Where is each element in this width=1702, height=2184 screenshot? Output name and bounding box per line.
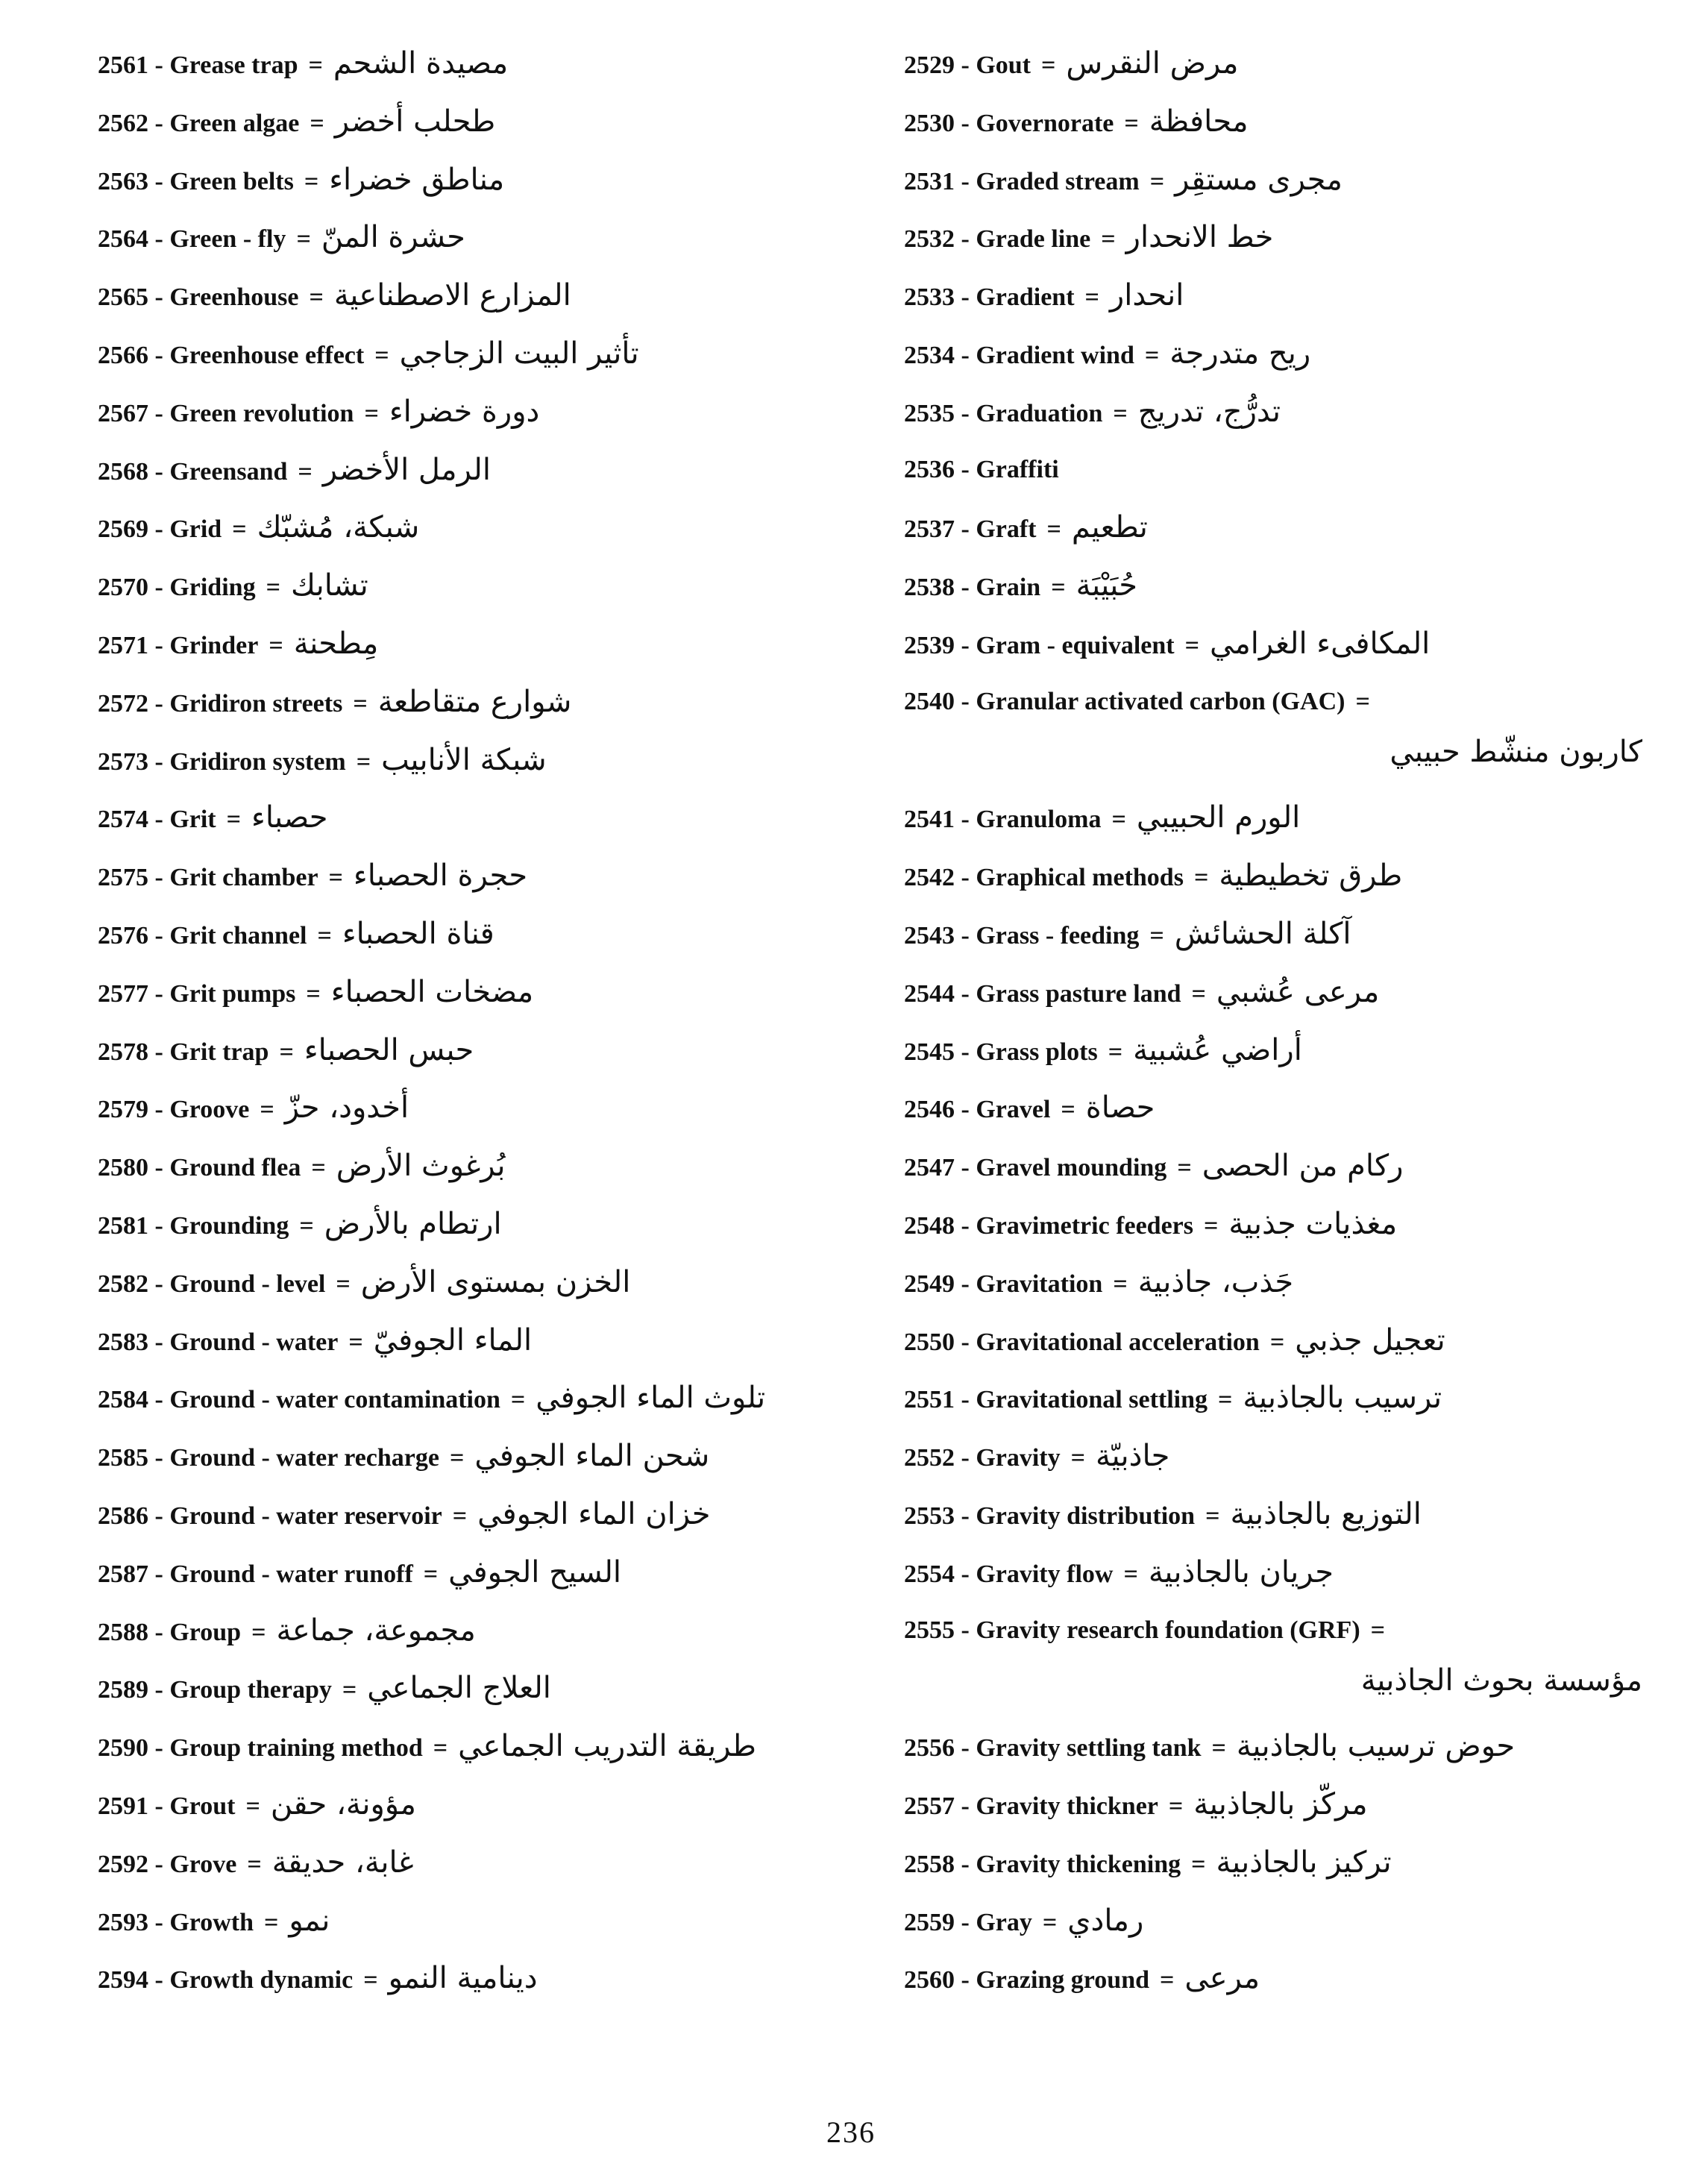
glossary-entry [904,1265,1650,1323]
equals-sign: = [296,225,311,254]
glossary-entry [98,1961,844,2019]
entry-arabic-translation: تلوث الماء الجوفي [536,1381,766,1416]
entry-term: 2580 - Ground flea [98,1154,301,1182]
entry-arabic-translation: مجموعة، جماعة [276,1613,476,1648]
equals-sign: = [1191,979,1206,1008]
glossary-entry [904,685,1650,801]
entry-arabic-translation: ترسيب بالجاذبية [1243,1381,1442,1416]
entry-term: 2567 - Green revolution [98,399,354,427]
entry-term: 2593 - Growth [98,1908,254,1936]
glossary-entry [904,336,1650,395]
equals-sign: = [260,1096,274,1124]
glossary-entry [904,1439,1650,1497]
glossary-entry [98,163,844,221]
entry-arabic-translation: العلاج الجماعي [367,1671,551,1706]
glossary-entry [98,1787,844,1845]
glossary-entry [904,1613,1650,1730]
glossary-entry [98,685,844,743]
entry-term: 2570 - Griding [98,574,256,602]
entry-arabic-translation: طرق تخطيطية [1219,859,1403,894]
glossary-entry [904,568,1650,627]
entry-arabic-translation: نمو [289,1903,330,1938]
entry-arabic-translation: مضخات الحصباء [330,974,534,1009]
glossary-entry [98,1497,844,1555]
entry-arabic-translation: مؤونة، حقن [270,1786,416,1821]
entry-term: 2578 - Grit trap [98,1038,269,1066]
entry-arabic-translation: تطعيم [1071,510,1148,545]
entry-arabic-translation: جَذب، جاذبية [1137,1264,1294,1299]
entry-term: 2561 - Grease trap [98,51,298,79]
equals-sign: = [310,109,324,137]
equals-sign: = [1184,631,1200,659]
glossary-entry [904,1555,1650,1613]
entry-arabic-translation: شبكة، مُشبّك [257,510,420,545]
entry-arabic-translation: شبكة الأنابيب [381,742,547,777]
entry-arabic-translation: التوزيع بالجاذبية [1230,1496,1422,1531]
glossary-entry [904,1845,1650,1904]
entry-term: 2589 - Group therapy [98,1676,332,1704]
equals-sign: = [232,515,247,544]
equals-sign: = [1051,574,1066,602]
equals-sign: = [251,1618,266,1646]
entry-term: 2587 - Ground - water runoff [98,1560,413,1588]
equals-sign: = [1084,283,1099,312]
entry-term: 2534 - Gradient wind [904,341,1134,369]
entry-term: 2553 - Gravity distribution [904,1502,1196,1530]
entry-arabic-translation: الماء الجوفيّ [373,1322,533,1358]
glossary-entry [98,568,844,627]
glossary-entry [904,975,1650,1033]
entry-term: 2581 - Grounding [98,1211,289,1240]
equals-sign: = [298,457,313,486]
entry-term: 2538 - Grain [904,574,1041,602]
left-column [98,46,844,2019]
glossary-entry [98,1613,844,1672]
entry-term: 2566 - Greenhouse effect [98,341,365,369]
equals-sign: = [374,341,389,369]
equals-sign: = [1124,109,1139,137]
entry-term: 2535 - Graduation [904,399,1103,427]
equals-sign: = [1269,1328,1285,1356]
glossary-entry [98,917,844,975]
entry-term: 2586 - Ground - water reservoir [98,1502,442,1530]
glossary-entry [904,627,1650,685]
entry-arabic-translation: حشرة المنّ [321,220,465,255]
equals-sign: = [328,864,343,892]
entry-arabic-translation: مرعى [1184,1961,1260,1996]
equals-sign: = [306,979,321,1008]
entry-term: 2547 - Gravel mounding [904,1154,1167,1182]
entry-term: 2554 - Gravity flow [904,1560,1114,1588]
entry-arabic-translation: انحدار [1109,278,1184,313]
entry-arabic-translation: دورة خضراء [389,394,540,429]
equals-sign: = [1177,1154,1192,1182]
equals-sign: = [510,1386,526,1414]
equals-sign: = [311,1154,326,1182]
entry-term: 2529 - Gout [904,51,1031,79]
equals-sign: = [317,921,332,950]
entry-arabic-translation: الورم الحبيبي [1136,800,1301,835]
equals-sign: = [1042,1908,1058,1936]
equals-sign: = [1061,1096,1075,1124]
entry-term: 2583 - Ground - water [98,1328,339,1356]
entry-arabic-translation: المزارع الاصطناعية [333,278,571,313]
glossary-entry [98,220,844,278]
equals-sign: = [1191,1850,1206,1878]
glossary-entry [98,1439,844,1497]
entry-term: 2574 - Grit [98,806,216,834]
entry-arabic-translation: جريان بالجاذبية [1148,1554,1334,1590]
entry-arabic-translation: ارتطام بالأرض [324,1206,502,1241]
entry-arabic-translation: طريقة التدريب الجماعي [458,1729,757,1764]
glossary-entry [904,1033,1650,1091]
entry-term: 2564 - Green - fly [98,225,286,254]
entry-arabic-translation: كاربون منشّط حبيبي [1389,734,1642,769]
equals-sign: = [304,167,319,195]
equals-sign: = [245,1792,260,1820]
equals-sign: = [1370,1616,1386,1644]
entry-arabic-translation: قناة الحصباء [342,916,494,951]
equals-sign: = [1108,1038,1123,1066]
equals-sign: = [269,631,283,659]
entry-term: 2588 - Group [98,1618,242,1646]
glossary-entry [98,627,844,685]
entry-term: 2572 - Gridiron streets [98,689,343,718]
equals-sign: = [309,283,324,312]
equals-sign: = [308,51,323,79]
entry-term: 2585 - Ground - water recharge [98,1444,439,1472]
entry-term: 2594 - Growth dynamic [98,1966,354,1995]
glossary-entry [904,859,1650,917]
glossary-entry [98,743,844,801]
entry-term: 2551 - Gravitational settling [904,1386,1208,1414]
entry-arabic-translation: مصيدة الشحم [333,46,509,81]
glossary-entry [904,1323,1650,1381]
glossary-entry [904,1497,1650,1555]
equals-sign: = [1041,51,1056,79]
entry-term: 2563 - Green belts [98,167,294,195]
entry-arabic-translation: مركّز بالجاذبية [1193,1786,1368,1821]
equals-sign: = [336,1270,351,1298]
entry-arabic-translation: المكافىء الغرامي [1210,626,1431,661]
entry-term: 2562 - Green algae [98,109,300,137]
glossary-entry [904,1904,1650,1962]
entry-term: 2560 - Grazing ground [904,1966,1150,1995]
equals-sign: = [1204,1211,1219,1240]
equals-sign: = [1101,225,1116,254]
entry-term: 2537 - Graft [904,515,1037,544]
equals-sign: = [266,574,280,602]
entry-term: 2536 - Graffiti [904,455,1059,483]
entry-arabic-translation: السيح الجوفي [448,1554,622,1590]
equals-sign: = [1123,1560,1138,1588]
entry-arabic-translation: شحن الماء الجوفي [474,1439,710,1474]
glossary-entry [98,336,844,395]
glossary-entry [904,1091,1650,1149]
glossary-entry [98,800,844,859]
equals-sign: = [356,747,371,776]
glossary-entry [98,1323,844,1381]
equals-sign: = [1160,1966,1175,1995]
glossary-entry [904,800,1650,859]
entry-arabic-translation: آكلة الحشائش [1174,916,1351,951]
entry-term: 2559 - Gray [904,1908,1032,1936]
glossary-entry [904,917,1650,975]
entry-arabic-translation: أراضي عُشبية [1133,1032,1302,1067]
glossary-entry [904,453,1650,511]
entry-arabic-translation: تدرُّج، تدريج [1137,394,1281,429]
glossary-entry [904,1381,1650,1439]
entry-arabic-translation: دينامية النمو [388,1961,538,1996]
entry-arabic-translation: حجرة الحصباء [353,859,528,894]
equals-sign: = [353,689,368,718]
entry-term: 2541 - Granuloma [904,806,1102,834]
glossary-entry [904,278,1650,336]
entry-term: 2565 - Greenhouse [98,283,299,312]
glossary-entry [904,1787,1650,1845]
glossary-entry [98,975,844,1033]
entry-arabic-translation: حوض ترسيب بالجاذبية [1236,1729,1516,1764]
equals-sign: = [1144,341,1160,369]
entry-term: 2577 - Grit pumps [98,979,296,1008]
entry-arabic-translation: مؤسسة بحوث الجاذبية [1360,1663,1642,1698]
entry-term: 2546 - Gravel [904,1096,1051,1124]
entry-arabic-translation: مرض النقرس [1066,46,1239,81]
entry-arabic-translation: غابة، حديقة [271,1845,414,1880]
entry-term: 2584 - Ground - water contamination [98,1386,500,1414]
equals-sign: = [226,806,242,834]
equals-sign: = [264,1908,279,1936]
entry-term: 2573 - Gridiron system [98,747,346,776]
entry-term: 2549 - Gravitation [904,1270,1103,1298]
equals-sign: = [452,1502,468,1530]
entry-arabic-translation: حُبَيْبَة [1075,568,1137,603]
glossary-entry [904,1149,1650,1207]
equals-sign: = [1205,1502,1220,1530]
entry-arabic-translation: الرمل الأخضر [322,452,491,487]
entry-arabic-translation: تركيز بالجاذبية [1216,1845,1392,1880]
entry-arabic-translation: الخزن بمستوى الأرض [360,1264,631,1299]
entry-arabic-translation: مناطق خضراء [329,162,505,197]
glossary-entry [904,163,1650,221]
equals-sign: = [423,1560,439,1588]
entry-arabic-translation: مِطحنة [293,626,379,661]
entry-arabic-translation: حبس الحصباء [304,1032,474,1067]
entry-term: 2576 - Grit channel [98,921,307,950]
entry-arabic-translation: مغذيات جذبية [1228,1206,1398,1241]
equals-sign: = [1168,1792,1184,1820]
equals-sign: = [450,1444,465,1472]
entry-term: 2557 - Gravity thickner [904,1792,1158,1820]
equals-sign: = [1046,515,1061,544]
entry-arabic-translation: خط الانحدار [1125,220,1274,255]
entry-term: 2591 - Grout [98,1792,236,1820]
equals-sign: = [1113,1270,1128,1298]
glossary-entry [904,510,1650,568]
entry-term: 2590 - Group training method [98,1734,423,1763]
entry-arabic-translation: حصباء [251,800,328,835]
equals-sign: = [1193,864,1209,892]
entry-arabic-translation: تعجيل جذبي [1295,1322,1445,1358]
glossary-entry [98,1207,844,1265]
entry-term: 2548 - Gravimetric feeders [904,1211,1193,1240]
glossary-entry [98,453,844,511]
entry-arabic-translation: محافظة [1149,104,1249,139]
equals-sign: = [348,1328,363,1356]
glossary-entry [98,1091,844,1149]
equals-sign: = [363,1966,378,1995]
glossary-entry [904,1729,1650,1787]
equals-sign: = [1218,1386,1233,1414]
entry-arabic-translation: مرعى عُشبي [1216,974,1380,1009]
glossary-entry [98,1729,844,1787]
equals-sign: = [1149,921,1164,950]
entry-term: 2544 - Grass pasture land [904,979,1181,1008]
glossary-entry [904,395,1650,453]
glossary-entry [98,1555,844,1613]
equals-sign: = [247,1850,262,1878]
right-column [904,46,1650,2019]
entry-term: 2579 - Groove [98,1096,250,1124]
glossary-entry [98,1149,844,1207]
entry-term: 2558 - Gravity thickening [904,1850,1181,1878]
entry-arabic-translation: جاذبيّة [1096,1439,1170,1474]
equals-sign: = [1211,1734,1226,1763]
entry-term: 2555 - Gravity research foundation (GRF) [904,1616,1360,1644]
equals-sign: = [1070,1444,1086,1472]
entry-term: 2569 - Grid [98,515,222,544]
entry-term: 2550 - Gravitational acceleration [904,1328,1260,1356]
entry-term: 2532 - Grade line [904,225,1091,254]
equals-sign: = [364,399,379,427]
entry-term: 2556 - Gravity settling tank [904,1734,1202,1763]
equals-sign: = [279,1038,294,1066]
glossary-entry [98,1381,844,1439]
equals-sign: = [1111,806,1126,834]
entry-arabic-translation: حصاة [1085,1091,1155,1126]
entry-arabic-translation: طحلب أخضر [334,104,496,139]
glossary-entry [98,859,844,917]
page-number: 236 [826,2115,876,2149]
entry-arabic-translation: ريح متدرجة [1169,336,1311,371]
entry-term: 2552 - Gravity [904,1444,1061,1472]
glossary-entry [98,1033,844,1091]
entry-arabic-translation: أخدود، حزّ [284,1091,409,1126]
entry-arabic-translation: بُرغوث الأرض [336,1149,506,1184]
entry-arabic-translation: تشابك [290,568,368,603]
equals-sign: = [433,1734,448,1763]
equals-sign: = [1355,687,1370,715]
entry-arabic-translation: مجرى مستقِر [1175,162,1343,197]
equals-sign: = [299,1211,314,1240]
glossary-entry [98,1904,844,1962]
entry-arabic-translation: ركام من الحصى [1202,1149,1404,1184]
entry-term: 2545 - Grass plots [904,1038,1098,1066]
entry-term: 2568 - Greensand [98,457,288,486]
entry-term: 2543 - Grass - feeding [904,921,1140,950]
glossary-entry [98,1845,844,1904]
glossary-entry [98,1265,844,1323]
glossary-entry [904,46,1650,104]
equals-sign: = [1149,167,1165,195]
entry-term: 2571 - Grinder [98,631,259,659]
entry-term: 2592 - Grove [98,1850,237,1878]
entry-arabic-translation: خزان الماء الجوفي [477,1496,711,1531]
glossary-entry [904,1961,1650,2019]
glossary-entry [904,1207,1650,1265]
entry-term: 2530 - Governorate [904,109,1114,137]
entry-term: 2542 - Graphical methods [904,864,1184,892]
glossary-entry [98,395,844,453]
entry-arabic-translation: شوارع متقاطعة [377,684,572,719]
entry-term: 2582 - Ground - level [98,1270,326,1298]
glossary-entry [98,104,844,163]
entry-term: 2540 - Granular activated carbon (GAC) [904,687,1345,715]
entry-term: 2539 - Gram - equivalent [904,631,1175,659]
entry-arabic-translation: تأثير البيت الزجاجي [399,336,639,371]
glossary-entry [98,278,844,336]
entry-term: 2531 - Graded stream [904,167,1140,195]
glossary-entry [98,510,844,568]
glossary-entry [98,46,844,104]
entry-term: 2533 - Gradient [904,283,1075,312]
equals-sign: = [342,1676,357,1704]
entry-arabic-translation: رمادي [1067,1903,1144,1938]
glossary-entry [98,1671,844,1729]
glossary-entry [904,104,1650,163]
entry-term: 2575 - Grit chamber [98,864,318,892]
equals-sign: = [1113,399,1128,427]
glossary-entry [904,220,1650,278]
